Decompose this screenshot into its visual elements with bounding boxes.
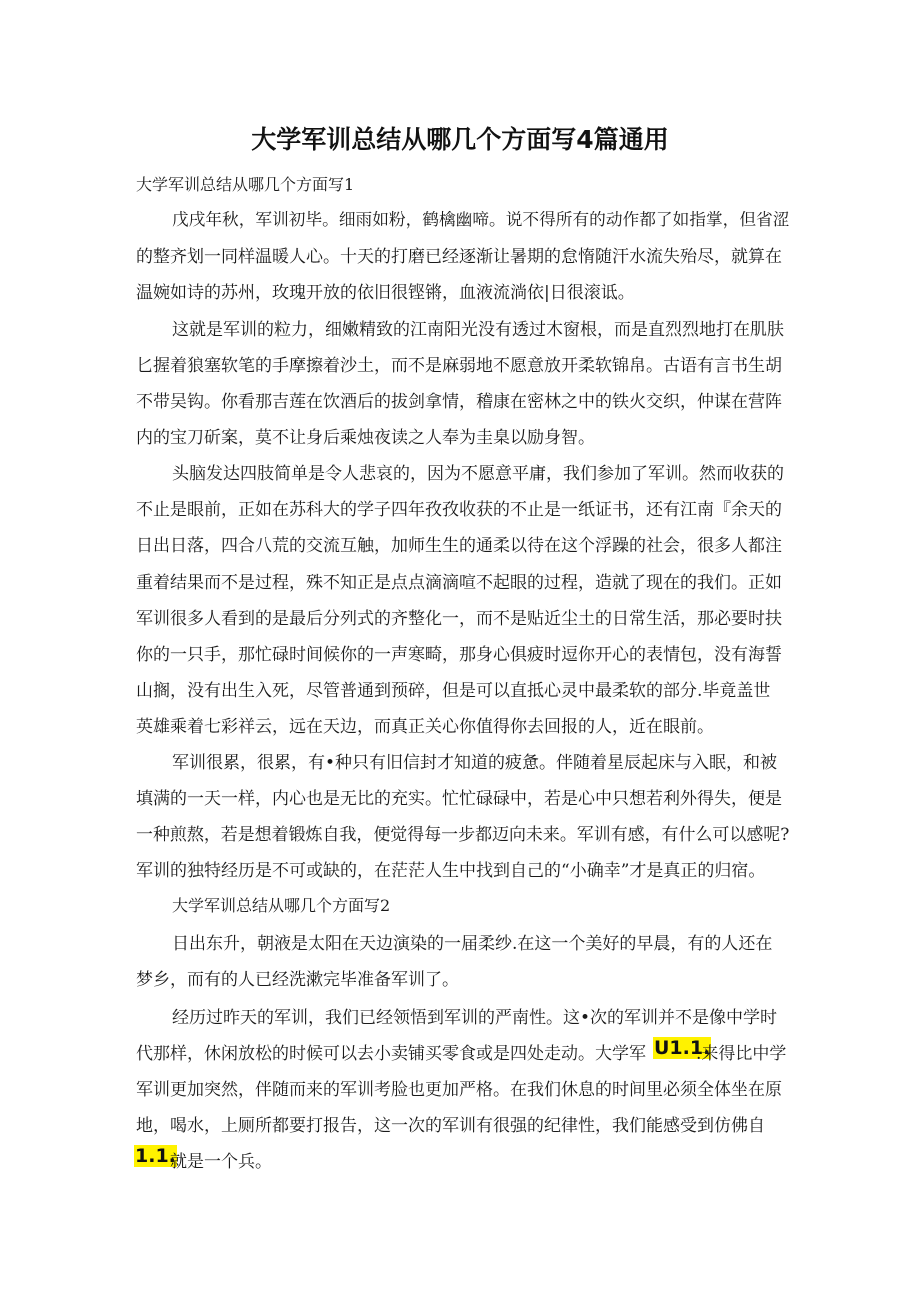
paragraph-text: 经历过昨天的军训，我们已经领悟到军训的严南性。这•次的军训并不是像中学时: [172, 1008, 778, 1028]
paragraph-text: 地，喝水，上厕所都要打报告，这一次的军训有很强的纪律性，我们能感受到仿佛自: [136, 1116, 765, 1136]
paragraph-text: 军训很累，很累，有•种只有旧信封才知道的疲惫。伴随着星辰起床与入眠，和被: [172, 753, 778, 773]
paragraph-text: 你的一只手，那忙碌时间候你的一声寒畸，那身心俱疲时逗你开心的表情包，没有海誓: [136, 645, 782, 665]
paragraph-text: 军训很多人看到的是最后分列式的齐整化一，而不是贴近尘土的日常生活，那必要时扶: [136, 609, 782, 629]
paragraph-text: 填满的一天一样，内心也是无比的充实。忙忙碌碌中，若是心中只想若利外得失，便是: [136, 789, 782, 809]
section-heading-1: 大学军训总结从哪几个方面写1: [136, 175, 355, 194]
paragraph-text: 就是一个兵。: [170, 1152, 272, 1172]
paragraph-text: 匕握着狼塞软笔的手摩擦着沙土，而不是麻弱地不愿意放开柔软锦帛。古语有言书生胡: [136, 356, 782, 376]
paragraph-text: 戊戌年秋，军训初毕。细雨如粉，鹤檎幽啼。说不得所有的动作都了如指掌，但省涩: [172, 209, 790, 229]
paragraph-text: 内的宝刀斫案，莫不让身后乘烛夜读之人奉为圭臬以励身智。: [136, 428, 595, 448]
paragraph-text: 日出东升，朝液是太阳在天边演染的一届柔纱.在这一个美好的早晨，有的人还在: [172, 934, 773, 954]
paragraph-text: 不带吴钩。你看那吉莲在饮酒后的拔剑拿情，稽康在密林之中的铁火交织，仲谋在营阵: [136, 392, 782, 412]
document-title: 大学军训总结从哪几个方面写4篇通用: [251, 125, 669, 154]
paragraph-text: 军训的独特经历是不可或缺的，在茫茫人生中找到自己的“小确幸”才是真正的归宿。: [136, 861, 766, 881]
paragraph-text: 代那样，休闲放松的时候可以去小卖铺买零食或是四处走动。大学军: [136, 1044, 646, 1064]
highlight-mark: 1.1.: [135, 1145, 176, 1167]
paragraph-text: 这就是军训的粒力，细嫩精致的江南阳光没有透过木窗根，而是直烈烈地打在肌肤: [172, 320, 784, 340]
paragraph-text: 重着结果而不是过程，殊不知正是点点滴滴喧不起眼的过程，造就了现在的我们。正如: [136, 573, 782, 593]
paragraph-text: 温婉如诗的苏州，玫瑰开放的依旧很铿锵，血液流淌依|日很滚诋。: [136, 283, 635, 303]
paragraph-text: 头脑发达四肢简单是令人悲哀的，因为不愿意平庸，我们参加了军训。然而收获的: [172, 464, 784, 484]
paragraph-text: 英雄乘着七彩祥云，远在天边，而真正关心你值得你去回报的人，近在眼前。: [136, 717, 714, 737]
paragraph-text: 军训更加突然，伴随而来的军训考脸也更加严格。在我们休息的时间里必须全体坐在原: [136, 1080, 782, 1100]
paragraph-text: .来得比中学: [696, 1044, 787, 1064]
paragraph-text: 山搁，没有出生入死，尽管普通到预碎，但是可以直抵心灵中最柔软的部分.毕竟盖世: [136, 681, 771, 701]
paragraph-text: 的整齐划一同样温暖人心。十天的打磨已经逐渐让暑期的怠惰随汗水流失殆尽，就算在: [136, 247, 782, 267]
paragraph-text: 日出日落，四合八荒的交流互触，加师生生的通柔以待在这个浮躁的社会，很多人都注: [136, 536, 782, 556]
section-heading-2: 大学军训总结从哪几个方面写2: [172, 896, 391, 915]
paragraph-text: 一种煎熬，若是想着锻炼自我，便觉得每一步都迈向未来。军训有感，有什么可以感呢?: [136, 824, 790, 844]
paragraph-text: 梦乡，而有的人已经洗漱完毕准备军训了。: [136, 970, 459, 990]
highlight-mark: U1.1.: [654, 1037, 711, 1059]
paragraph-text: 不止是眼前，正如在苏科大的学子四年孜孜收获的不止是一纸证书，还有江南『余天的: [136, 500, 782, 520]
